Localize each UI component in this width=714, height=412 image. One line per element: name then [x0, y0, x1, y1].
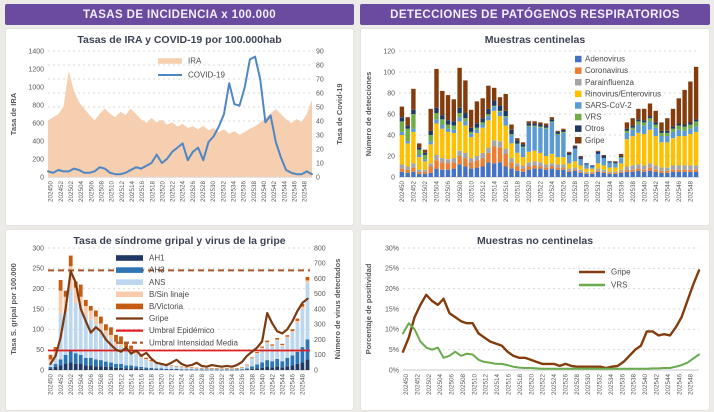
- incidence-banner: [5, 4, 354, 25]
- svg-text:202512: 202512: [118, 181, 126, 203]
- svg-text:202510: 202510: [471, 374, 479, 396]
- right-axis-ticks: [316, 48, 324, 181]
- ira-covid-chart-title: Tasas de IRA y COVID-19 por 100.000hab: [77, 34, 282, 46]
- svg-text:100: 100: [314, 352, 326, 360]
- legend-label-Umbral Intensidad Media: Umbral Intensidad Media: [149, 338, 238, 348]
- line-series: [403, 323, 699, 369]
- left-axis-title: Porcentaje de positividad: [364, 263, 373, 355]
- svg-text:202546: 202546: [289, 374, 297, 396]
- svg-text:202504: 202504: [77, 374, 85, 396]
- svg-text:202452: 202452: [57, 181, 65, 203]
- legend-label-VRS: VRS: [611, 280, 628, 290]
- x-axis-labels: [48, 374, 307, 396]
- legend-label-COVID-19: COVID-19: [188, 70, 225, 80]
- legend: [579, 268, 631, 290]
- svg-text:202502: 202502: [67, 374, 75, 396]
- svg-text:90: 90: [316, 48, 324, 56]
- ira-covid-card: [5, 28, 354, 226]
- grid: [403, 248, 699, 350]
- svg-text:202502: 202502: [68, 181, 76, 203]
- svg-text:202506: 202506: [445, 181, 453, 203]
- svg-text:800: 800: [314, 245, 326, 253]
- svg-text:202516: 202516: [502, 181, 510, 203]
- svg-text:202520: 202520: [158, 374, 166, 396]
- svg-text:100: 100: [32, 326, 44, 334]
- right-axis-title: Tasa de Covid-19: [335, 83, 344, 145]
- legend-label-ANS: ANS: [149, 277, 166, 287]
- svg-text:202526: 202526: [562, 374, 570, 396]
- svg-text:202542: 202542: [653, 374, 661, 396]
- svg-text:202452: 202452: [57, 374, 65, 396]
- svg-text:202508: 202508: [98, 374, 106, 396]
- svg-text:202542: 202542: [652, 181, 660, 203]
- svg-text:202548: 202548: [687, 374, 695, 396]
- svg-text:202520: 202520: [159, 181, 167, 203]
- gripal-chart: [6, 230, 353, 408]
- svg-text:600: 600: [32, 120, 44, 128]
- svg-text:202508: 202508: [98, 181, 106, 203]
- svg-text:10: 10: [316, 160, 324, 168]
- svg-text:202512: 202512: [482, 374, 490, 396]
- svg-text:202536: 202536: [619, 374, 627, 396]
- svg-text:250: 250: [32, 265, 44, 273]
- legend-label-IRA: IRA: [188, 56, 202, 66]
- svg-text:202504: 202504: [437, 374, 445, 396]
- svg-text:0: 0: [316, 174, 320, 182]
- legend-label-Rinovirus/Enterovirus: Rinovirus/Enterovirus: [585, 89, 662, 99]
- svg-text:202522: 202522: [539, 374, 547, 396]
- svg-text:202506: 202506: [88, 181, 96, 203]
- legend-swatch-SARS-CoV-2: [575, 102, 582, 109]
- svg-text:202512: 202512: [479, 181, 487, 203]
- svg-text:202544: 202544: [664, 374, 672, 396]
- svg-text:0: 0: [314, 367, 318, 375]
- svg-text:202534: 202534: [607, 374, 615, 396]
- pathogens-banner: [360, 4, 710, 25]
- legend-label-Coronavirus: Coronavirus: [585, 66, 629, 76]
- svg-text:202452: 202452: [414, 374, 422, 396]
- svg-text:202506: 202506: [88, 374, 96, 396]
- svg-text:202546: 202546: [676, 181, 684, 203]
- svg-text:202530: 202530: [210, 181, 218, 203]
- svg-text:202516: 202516: [505, 374, 513, 396]
- svg-text:202516: 202516: [139, 181, 147, 203]
- svg-text:202528: 202528: [198, 374, 206, 396]
- svg-text:120: 120: [383, 48, 395, 56]
- legend-swatch-VRS: [575, 114, 582, 121]
- legend-label-Gripe: Gripe: [149, 314, 169, 324]
- svg-text:1000: 1000: [28, 84, 44, 92]
- svg-text:202538: 202538: [249, 374, 257, 396]
- left-axis-ticks: [385, 245, 399, 374]
- svg-text:202538: 202538: [250, 180, 258, 203]
- svg-text:202450: 202450: [399, 181, 407, 203]
- svg-text:202528: 202528: [572, 181, 580, 203]
- svg-text:1400: 1400: [28, 48, 44, 56]
- svg-text:202536: 202536: [240, 181, 248, 203]
- svg-text:202516: 202516: [138, 374, 146, 396]
- legend-swatch-Rinovirus/Enterovirus: [575, 91, 582, 98]
- legend-label-Umbral Epidémico: Umbral Epidémico: [149, 326, 215, 336]
- svg-text:800: 800: [32, 102, 44, 110]
- svg-text:50: 50: [36, 347, 44, 355]
- svg-text:202536: 202536: [618, 181, 626, 203]
- svg-text:202514: 202514: [128, 374, 136, 396]
- svg-text:100: 100: [383, 69, 395, 77]
- svg-text:80: 80: [387, 90, 395, 98]
- x-axis-labels: [399, 181, 694, 203]
- svg-text:202544: 202544: [281, 181, 289, 203]
- legend-swatch-B/Victoria: [116, 304, 143, 310]
- svg-text:202546: 202546: [291, 181, 299, 203]
- svg-text:202536: 202536: [239, 374, 247, 396]
- svg-text:202510: 202510: [108, 181, 116, 203]
- svg-text:202548: 202548: [687, 181, 695, 203]
- svg-text:200: 200: [32, 156, 44, 164]
- svg-text:202546: 202546: [676, 374, 684, 396]
- svg-text:202452: 202452: [410, 181, 418, 203]
- legend-label-Adenovirus: Adenovirus: [585, 54, 626, 64]
- svg-text:202542: 202542: [269, 374, 277, 396]
- svg-text:202540: 202540: [260, 181, 268, 203]
- svg-text:0%: 0%: [388, 367, 399, 375]
- svg-text:202538: 202538: [629, 181, 637, 203]
- svg-text:202522: 202522: [537, 181, 545, 203]
- svg-text:202522: 202522: [168, 374, 176, 396]
- svg-text:300: 300: [314, 321, 326, 329]
- legend-label-Gripe: Gripe: [585, 135, 605, 145]
- svg-text:202502: 202502: [425, 374, 433, 396]
- svg-text:202528: 202528: [573, 374, 581, 396]
- gripal-chart-title: Tasa de síndrome gripal y virus de la gripe: [73, 235, 286, 247]
- svg-text:202450: 202450: [47, 374, 55, 396]
- left-axis-ticks: [383, 48, 395, 181]
- svg-text:30%: 30%: [384, 245, 399, 253]
- svg-text:202530: 202530: [583, 181, 591, 203]
- svg-text:202502: 202502: [422, 181, 430, 203]
- pathogens-banner-label: DETECCIONES DE PATÓGENOS RESPIRATORIOS: [390, 8, 680, 21]
- left-axis-title: Tasa de IRA: [9, 92, 18, 136]
- no-centinelas-card: [360, 229, 710, 411]
- svg-text:70: 70: [316, 76, 324, 84]
- svg-text:0: 0: [40, 174, 44, 182]
- svg-text:202534: 202534: [229, 374, 237, 396]
- svg-text:202522: 202522: [169, 181, 177, 203]
- svg-text:500: 500: [314, 291, 326, 299]
- svg-text:202524: 202524: [551, 374, 559, 396]
- svg-text:202520: 202520: [526, 181, 534, 203]
- svg-text:400: 400: [32, 138, 44, 146]
- legend-label-B/Victoria: B/Victoria: [149, 302, 184, 311]
- left-axis-title: Número de detecciones: [364, 71, 373, 157]
- legend: [158, 57, 225, 80]
- left-axis-title: Tasa S. gripal por 100.000: [9, 263, 18, 355]
- svg-text:202518: 202518: [148, 374, 156, 396]
- svg-text:40: 40: [316, 118, 324, 126]
- svg-text:600: 600: [314, 275, 326, 283]
- svg-text:202528: 202528: [200, 181, 208, 203]
- svg-text:202540: 202540: [642, 374, 650, 396]
- centinelas-card: [360, 28, 710, 226]
- legend-swatch-B/Sin linaje: [116, 292, 143, 298]
- stacked-bars: [400, 67, 699, 177]
- svg-text:202450: 202450: [403, 374, 411, 396]
- right-axis-title: Número de virus detectados: [333, 258, 342, 360]
- svg-text:202524: 202524: [178, 374, 186, 396]
- svg-text:20: 20: [387, 153, 395, 161]
- svg-text:202520: 202520: [528, 374, 536, 396]
- svg-text:202504: 202504: [78, 181, 86, 203]
- svg-text:202524: 202524: [179, 181, 187, 203]
- x-axis-labels: [48, 181, 309, 203]
- svg-text:202510: 202510: [468, 181, 476, 203]
- svg-text:202532: 202532: [220, 181, 228, 203]
- legend-swatch-IRA: [158, 58, 182, 64]
- legend-label-B/Sin linaje: B/Sin linaje: [149, 289, 190, 299]
- svg-text:202532: 202532: [219, 374, 227, 396]
- left-axis-ticks: [32, 245, 44, 374]
- legend-swatch-Parainfluenza: [575, 79, 582, 86]
- svg-text:202548: 202548: [299, 374, 307, 396]
- svg-text:202506: 202506: [448, 374, 456, 396]
- svg-text:202540: 202540: [259, 374, 267, 396]
- right-axis-ticks: [314, 245, 326, 374]
- legend-swatch-Gripe: [575, 137, 582, 144]
- svg-text:400: 400: [314, 306, 326, 314]
- svg-text:20%: 20%: [384, 286, 399, 294]
- svg-text:202510: 202510: [108, 374, 116, 396]
- svg-text:15%: 15%: [384, 306, 399, 314]
- left-column: [5, 4, 354, 411]
- svg-text:202542: 202542: [271, 181, 279, 203]
- svg-text:202530: 202530: [208, 374, 216, 396]
- legend-swatch-AH1: [116, 255, 143, 261]
- svg-text:202532: 202532: [595, 181, 603, 203]
- svg-text:202518: 202518: [516, 374, 524, 396]
- legend-label-Gripe: Gripe: [611, 267, 631, 277]
- ira-covid-chart: [6, 29, 353, 223]
- incidence-banner-label: TASAS DE INCIDENCIA x 100.000: [82, 8, 277, 21]
- svg-text:202544: 202544: [664, 181, 672, 203]
- no-centinelas-chart: [361, 230, 709, 408]
- svg-text:202548: 202548: [301, 181, 309, 203]
- svg-text:202508: 202508: [456, 181, 464, 203]
- legend-label-AH1: AH1: [149, 253, 165, 263]
- svg-text:202518: 202518: [514, 181, 522, 203]
- svg-text:40: 40: [387, 132, 395, 140]
- stacked-bars: [49, 253, 310, 371]
- gripal-card: [5, 229, 354, 411]
- svg-text:202538: 202538: [630, 374, 638, 396]
- legend-label-AH3: AH3: [149, 265, 165, 275]
- x-axis-labels: [403, 374, 695, 396]
- svg-text:202544: 202544: [279, 374, 287, 396]
- legend-swatch-Coronavirus: [575, 67, 582, 74]
- svg-text:20: 20: [316, 146, 324, 154]
- legend-swatch-Adenovirus: [575, 56, 582, 63]
- svg-text:202508: 202508: [459, 374, 467, 396]
- legend-label-Otros: Otros: [585, 124, 605, 134]
- svg-text:202450: 202450: [47, 181, 55, 203]
- svg-text:300: 300: [32, 245, 44, 253]
- svg-text:200: 200: [32, 286, 44, 294]
- svg-text:0: 0: [391, 174, 395, 182]
- svg-text:202534: 202534: [606, 181, 614, 203]
- svg-text:202504: 202504: [433, 181, 441, 203]
- svg-text:202526: 202526: [188, 374, 196, 396]
- svg-text:200: 200: [314, 336, 326, 344]
- no-centinelas-chart-title: Muestras no centinelas: [476, 235, 594, 247]
- legend-label-SARS-CoV-2: SARS-CoV-2: [585, 101, 632, 110]
- svg-text:202514: 202514: [491, 181, 499, 203]
- svg-text:60: 60: [316, 90, 324, 98]
- legend-swatch-AH3: [116, 267, 143, 273]
- svg-text:202532: 202532: [596, 374, 604, 396]
- legend-label-VRS: VRS: [585, 112, 602, 122]
- right-column: [360, 4, 710, 411]
- legend-label-Parainfluenza: Parainfluenza: [585, 77, 634, 87]
- svg-text:25%: 25%: [384, 265, 399, 273]
- svg-text:202514: 202514: [128, 181, 136, 203]
- svg-text:202526: 202526: [189, 181, 197, 203]
- centinelas-chart-title: Muestras centinelas: [484, 34, 586, 46]
- legend-swatch-Otros: [575, 125, 582, 131]
- svg-text:202530: 202530: [585, 374, 593, 396]
- svg-text:202518: 202518: [149, 181, 157, 203]
- legend: [116, 254, 238, 348]
- svg-text:202514: 202514: [494, 374, 502, 396]
- left-axis-ticks: [28, 48, 44, 181]
- svg-text:0: 0: [40, 367, 44, 375]
- centinelas-chart: [361, 29, 709, 223]
- legend-swatch-ANS: [116, 279, 143, 285]
- svg-text:202540: 202540: [641, 181, 649, 203]
- svg-text:10%: 10%: [384, 326, 399, 334]
- svg-text:202534: 202534: [230, 181, 238, 203]
- svg-text:1200: 1200: [28, 66, 44, 74]
- svg-text:50: 50: [316, 104, 324, 112]
- svg-text:202512: 202512: [118, 374, 126, 396]
- svg-text:202526: 202526: [560, 181, 568, 203]
- svg-text:202524: 202524: [549, 181, 557, 203]
- svg-text:150: 150: [32, 306, 44, 314]
- svg-text:700: 700: [314, 260, 326, 268]
- svg-text:60: 60: [387, 111, 395, 119]
- svg-text:30: 30: [316, 132, 324, 140]
- svg-text:5%: 5%: [388, 347, 399, 355]
- svg-text:80: 80: [316, 62, 324, 70]
- line-series: [403, 267, 699, 368]
